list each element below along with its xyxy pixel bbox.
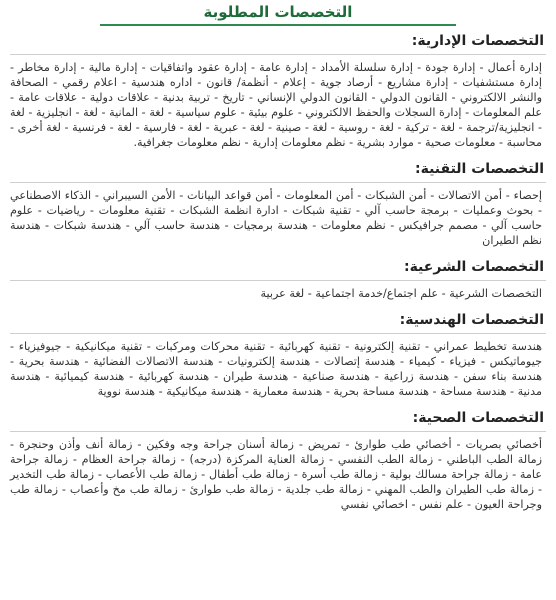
section-technical (10, 160, 546, 248)
section-divider (10, 431, 546, 432)
section-title: التخصصات الشرعية: (403, 259, 544, 275)
page-title: التخصصات المطلوبة (203, 3, 353, 21)
section-body: التخصصات الشرعية - علم اجتماع/خدمة اجتماعية - لغة عربية (260, 287, 542, 300)
section-sharia (10, 258, 546, 301)
section-title: التخصصات الهندسية: (399, 312, 544, 328)
section-divider (10, 280, 546, 281)
title-underline (100, 24, 456, 26)
section-body: إحصاء - أمن الاتصالات - أمن الشبكات - أمن المعلومات - أمن قواعد البيانات - الأمن السيبراني - الذكاء الاصطناعي - بحوث وعمليات - برمجة حاسب آلي - تقنية شبكات - ادارة انظمة الشبكات - تقنية معلومات - رياضيات - علوم حاسب آلي - مصمم جرافيكس - نظم معلومات - هندسة برمجيات - هندسة حاسب آلي - هندسة شبكات - هندسة نظم الطيران (10, 189, 542, 247)
section-engineering (10, 311, 546, 399)
section-title: التخصصات التقنية: (414, 161, 544, 177)
section-health (10, 409, 546, 512)
section-administrative (10, 32, 546, 150)
section-title: التخصصات الصحية: (412, 410, 544, 426)
section-divider (10, 182, 546, 183)
section-body: أخصائي بصريات - أخصائي طب طوارئ - تمريض - زمالة أسنان جراحة وجه وفكين - زمالة أنف وأذن وحنجرة - زمالة الطب الباطني - زمالة الطب النفسي - زمالة العناية المركزة (درجه) - زمالة جراحة العظام - زمالة جراحة عامة - زمالة جراحة مسالك بولية - زمالة طب أسرة - زمالة طب أطفال - زمالة طب الأعصاب - زمالة طب التخدير - زمالة طب الطيران والطب المهني - زمالة طب جلدية - زمالة طب طوارئ - زمالة طب مخ وأعصاب - زمالة طب وجراحة العيون - علم نفس - اخصائي نفسي (10, 438, 542, 511)
section-body: هندسة تخطيط عمراني - تقنية إلكترونية - تقنية كهربائية - تقنية محركات ومركبات - تقنية ميكانيكية - جيوفيزياء - جيوماتيكس - فيزياء - كيمياء - هندسة إتصالات - هندسة إلكترونيات - هندسة الاتصالات الفضائية - هندسة بحرية - هندسة بناء سفن - هندسة زراعية - هندسة صناعية - هندسة طيران - هندسة كهربائية - هندسة كيميائية - هندسة مدنية - هندسة مساحة - هندسة مساحة بحرية - هندسة معمارية - هندسة ميكانيكية - هندسة نووية (10, 340, 542, 398)
section-body: إدارة أعمال - إدارة جودة - إدارة سلسلة الأمداد - إدارة عامة - إدارة عقود واتفاقيات - إدارة مالية - إدارة مخاطر - إدارة مستشفيات - إدارة مشاريع - أرصاد جوية - إعلام - أنظمة/ قانون - اداره هندسية - اعلام رقمي - الصحافة والنشر الالكتروني - القانون الدولي - القانون الدولي الإنساني - تاريخ - تربية بدنية - علاقات دولية - علاقات عامة - علم المعلومات - إدارة السجلات والحفظ الالكتروني - علوم بيئية - علوم سياسية - لغة - المانية - لغة - انجليزية - لغة - انجليزية/ترجمة - لغة - تركية - لغة - روسية - لغة - صينية - لغة - عبرية - لغة - فارسية - لغة - فرنسية - لغة أخرى - محاسبة - معلومات صحية - موارد بشرية - نظم معلومات إدارية - نظم معلومات جغرافية. (10, 61, 542, 149)
section-divider (10, 54, 546, 55)
section-divider (10, 333, 546, 334)
section-title: التخصصات الإدارية: (411, 33, 544, 49)
